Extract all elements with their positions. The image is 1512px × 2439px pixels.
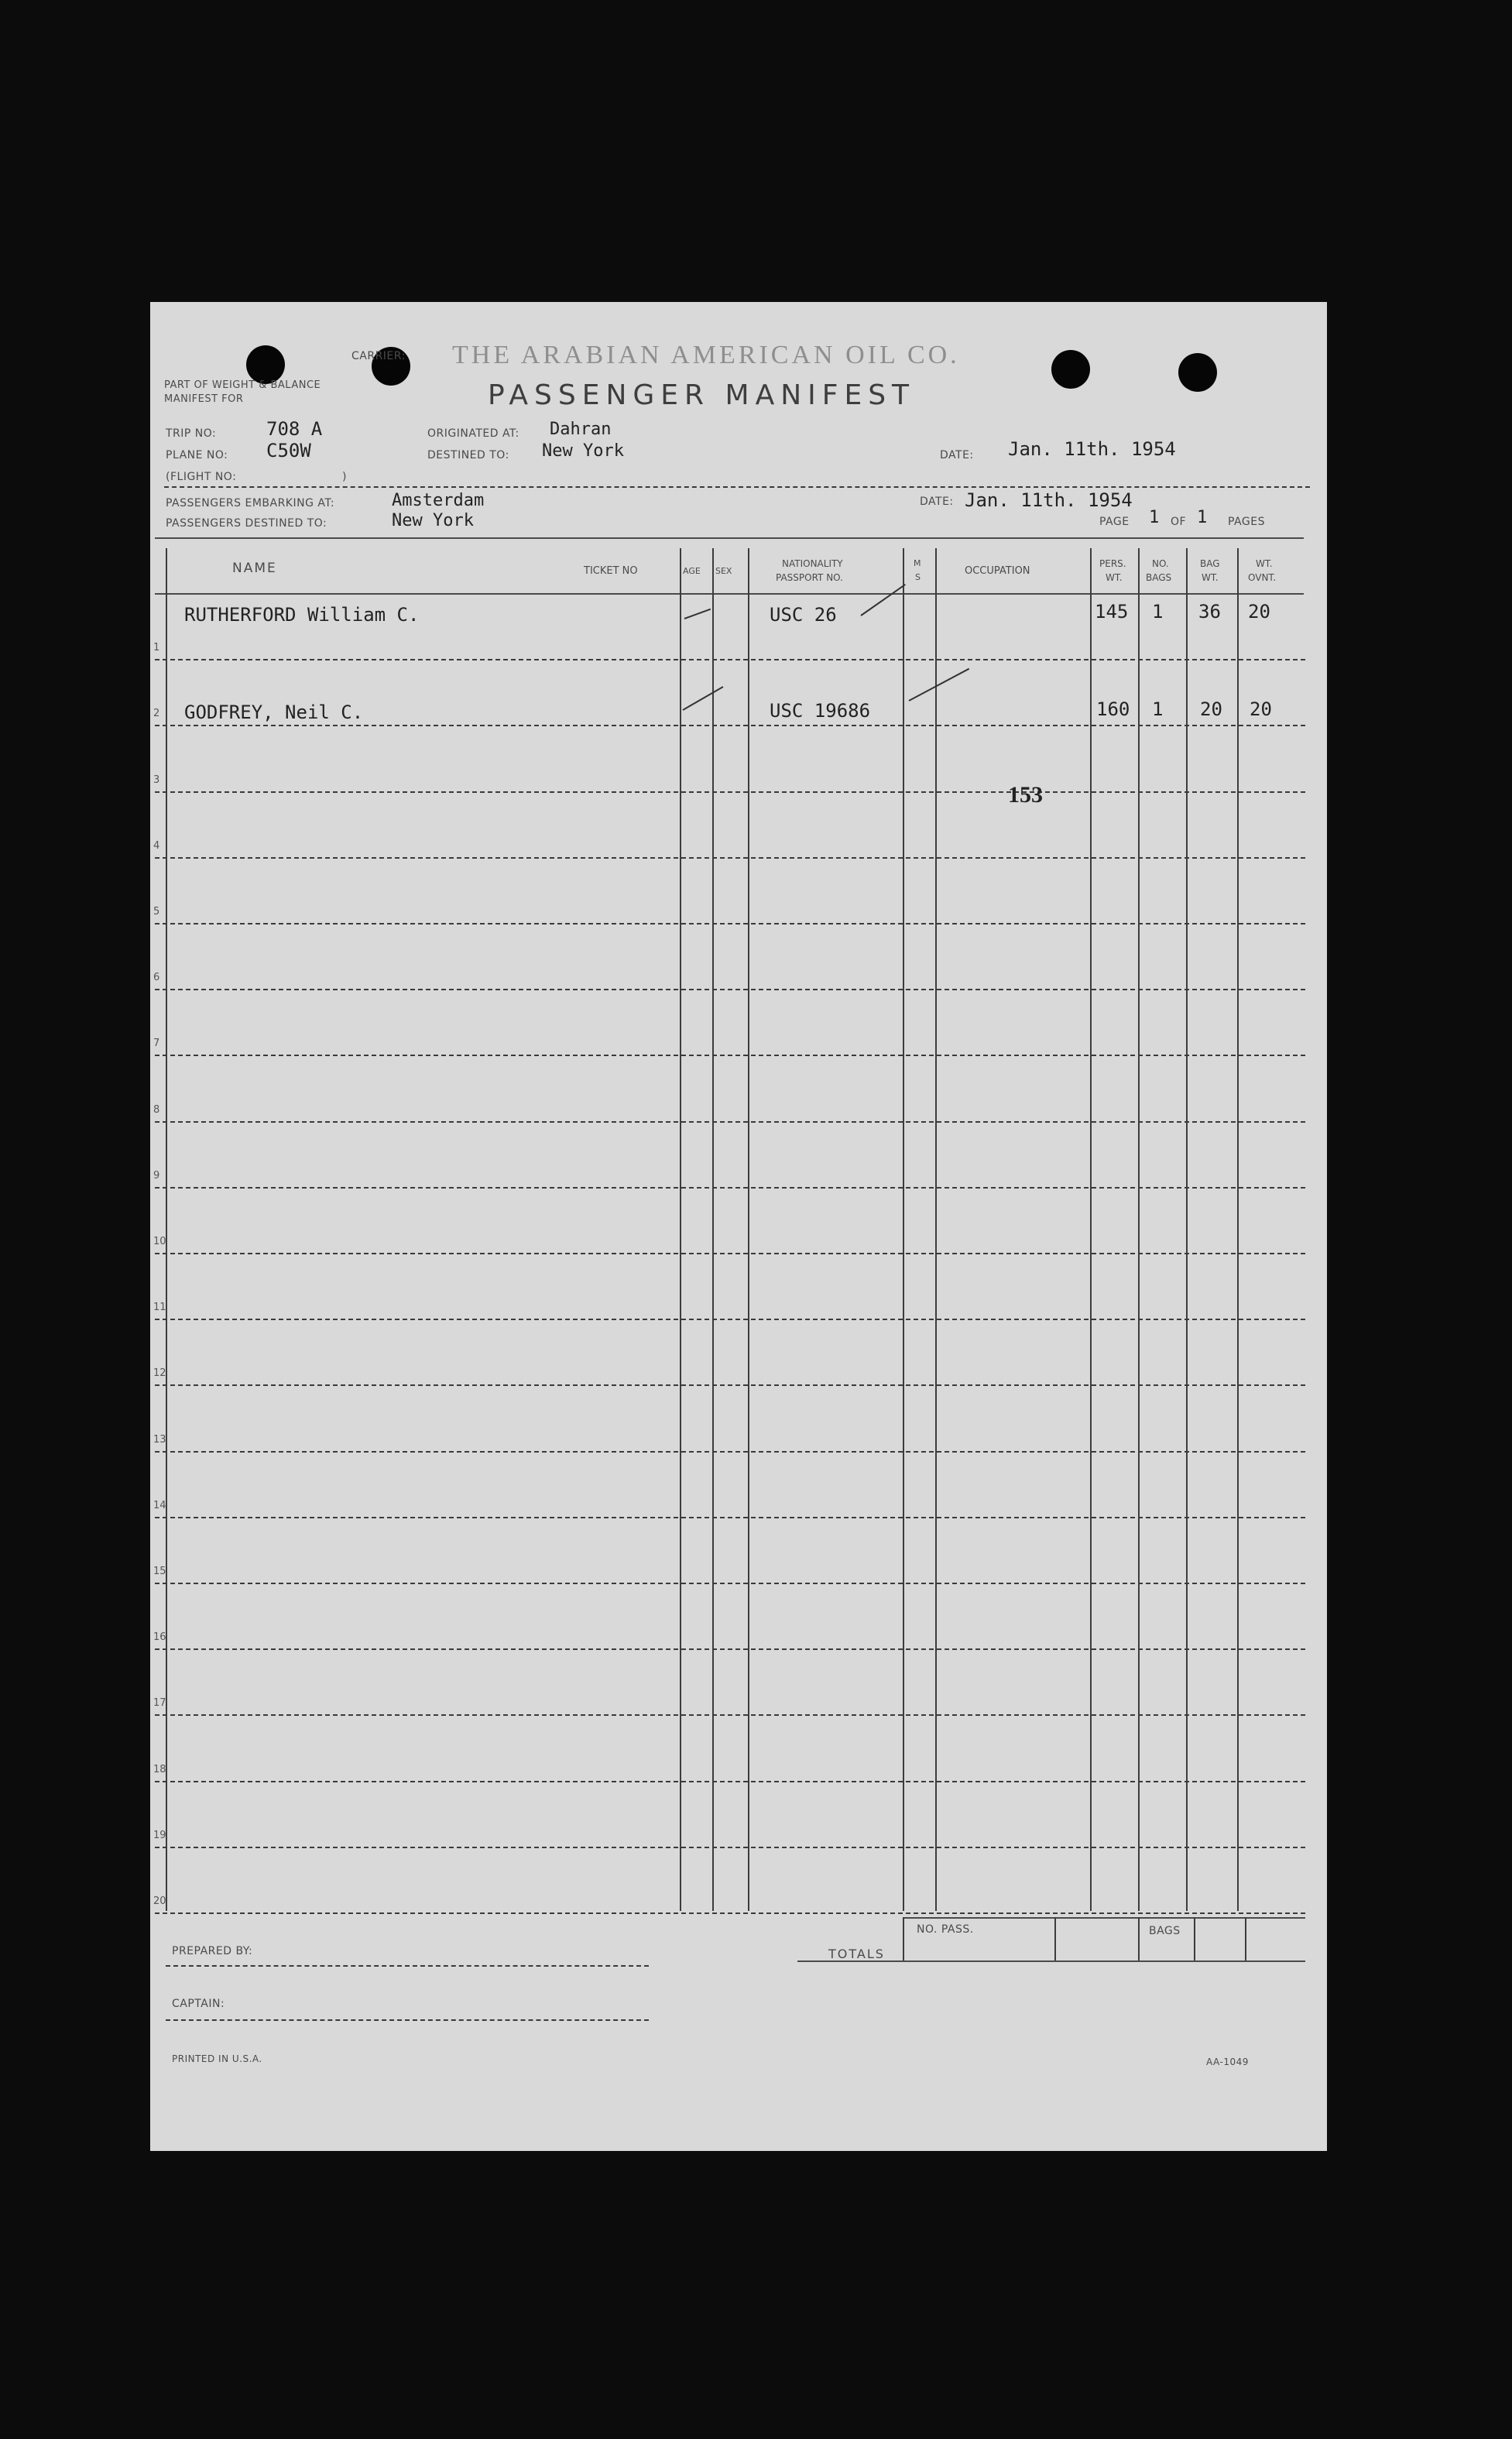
passenger-1-name: RUTHERFORD William C. [184, 604, 420, 626]
destined-value: New York [542, 441, 624, 461]
flight-no-close: ) [342, 471, 347, 483]
passenger-1-wt-ovnt: 20 [1248, 601, 1270, 623]
row-number: 4 [153, 840, 160, 852]
col-age: AGE [683, 566, 701, 576]
date2-value: Jan. 11th. 1954 [965, 489, 1133, 511]
row-number: 16 [153, 1631, 166, 1643]
row-number: 1 [153, 642, 160, 653]
check-mark [684, 609, 711, 619]
punch-hole [1051, 350, 1090, 389]
row-rule [155, 1847, 1305, 1848]
col-rule [903, 548, 904, 1911]
stamp-number: 153 [1008, 782, 1043, 808]
row-number: 15 [153, 1566, 166, 1577]
row-rule [155, 725, 1305, 726]
col-pers-wt-2: WT. [1106, 572, 1123, 583]
passenger-2-pers-wt: 160 [1096, 698, 1130, 720]
pages-label: PAGES [1228, 516, 1265, 528]
flight-no-label: (FLIGHT NO: [166, 471, 237, 483]
row-number: 2 [153, 708, 160, 719]
part-of-label-2: MANIFEST FOR [164, 393, 244, 405]
col-marital-2: S [915, 572, 921, 582]
row-rule [155, 1055, 1305, 1056]
of-label: OF [1171, 516, 1187, 528]
col-rule [712, 548, 714, 1911]
originated-label: ORIGINATED AT: [427, 427, 519, 440]
row-number: 10 [153, 1236, 166, 1247]
col-rule [1090, 548, 1092, 1911]
row-number: 6 [153, 972, 160, 983]
passenger-1-bags: 1 [1152, 601, 1164, 623]
row-number: 20 [153, 1895, 166, 1907]
passenger-1-passport: USC 26 [770, 604, 837, 626]
col-name: NAME [232, 561, 277, 576]
form-code: AA-1049 [1206, 2057, 1249, 2067]
row-rule [155, 857, 1305, 859]
page-number: 1 [1149, 508, 1160, 527]
carrier-label: CARRIER: [351, 350, 406, 362]
destined-label: DESTINED TO: [427, 449, 509, 461]
col-bag-wt-2: WT. [1202, 572, 1219, 583]
totals-label: TOTALS [828, 1947, 885, 1961]
row-rule [155, 1384, 1305, 1386]
col-rule [1138, 548, 1140, 1911]
row-rule [155, 1648, 1305, 1650]
originated-value: Dahran [550, 420, 612, 439]
passengers-destined-value: New York [392, 511, 474, 530]
col-bag-wt: BAG [1200, 558, 1220, 569]
passenger-2-wt-ovnt: 20 [1250, 698, 1272, 720]
totals-rule [1138, 1917, 1140, 1960]
totals-rule [1194, 1917, 1195, 1960]
passenger-2-passport: USC 19686 [770, 700, 871, 722]
col-rule [680, 548, 681, 1911]
carrier-name: THE ARABIAN AMERICAN OIL CO. [452, 341, 960, 369]
row-rule [155, 1583, 1305, 1584]
row-number: 8 [153, 1104, 160, 1116]
printed-label: PRINTED IN U.S.A. [172, 2053, 262, 2064]
col-passport: PASSPORT NO. [776, 572, 843, 583]
row-rule [155, 1714, 1305, 1716]
page-label: PAGE [1099, 516, 1130, 528]
check-mark [683, 686, 724, 711]
col-no-bags-2: BAGS [1146, 572, 1172, 583]
row-number: 11 [153, 1302, 166, 1313]
row-rule [155, 923, 1305, 924]
check-mark [909, 668, 970, 702]
row-rule [155, 1451, 1305, 1453]
embarking-label: PASSENGERS EMBARKING AT: [166, 497, 335, 509]
col-sex: SEX [715, 566, 732, 576]
prepared-by-label: PREPARED BY: [172, 1945, 253, 1957]
row-number: 9 [153, 1170, 160, 1182]
row-number: 19 [153, 1830, 166, 1841]
row-rule [155, 1912, 1305, 1914]
passenger-2-bag-wt: 20 [1200, 698, 1222, 720]
totals-rule [1054, 1917, 1056, 1960]
col-rule [1186, 548, 1188, 1911]
row-number: 14 [153, 1500, 166, 1511]
col-rule [1237, 548, 1239, 1911]
plane-no-value: C50W [266, 440, 311, 461]
row-rule [155, 1253, 1305, 1254]
totals-bags-label: BAGS [1149, 1925, 1181, 1937]
form-title: PASSENGER MANIFEST [488, 379, 916, 411]
passenger-2-bags: 1 [1152, 698, 1164, 720]
check-mark [860, 584, 905, 616]
punch-hole [246, 345, 285, 384]
col-pers-wt: PERS. [1099, 558, 1126, 569]
header-bottom-rule [155, 593, 1304, 595]
col-ticket: TICKET NO [584, 565, 638, 577]
part-of-label: PART OF WEIGHT & BALANCE [164, 379, 321, 391]
col-wt-ovnt: WT. [1256, 558, 1273, 569]
col-nationality: NATIONALITY [782, 558, 843, 569]
row-rule [155, 791, 1305, 793]
row-number: 3 [153, 774, 160, 786]
row-rule [155, 1121, 1305, 1123]
col-occupation: OCCUPATION [965, 565, 1030, 577]
trip-no-label: TRIP NO: [166, 427, 217, 440]
captain-label: CAPTAIN: [172, 1998, 225, 2010]
manifest-sheet [150, 302, 1327, 2151]
row-rule [155, 1781, 1305, 1782]
passengers-destined-label: PASSENGERS DESTINED TO: [166, 517, 327, 530]
totals-rule [903, 1917, 904, 1960]
col-no-bags: NO. [1152, 558, 1169, 569]
col-wt-ovnt-2: OVNT. [1248, 572, 1277, 583]
page-total: 1 [1197, 508, 1208, 527]
embarking-value: Amsterdam [392, 491, 485, 510]
row-number: 5 [153, 906, 160, 918]
trip-no-value: 708 A [266, 418, 323, 440]
date2-label: DATE: [920, 496, 954, 508]
row-rule [155, 659, 1305, 660]
plane-no-label: PLANE NO: [166, 449, 228, 461]
row-number: 7 [153, 1038, 160, 1049]
row-number: 13 [153, 1434, 166, 1446]
row-rule [155, 1319, 1305, 1320]
divider [164, 486, 1310, 488]
totals-rule-bottom [797, 1960, 1305, 1962]
passenger-1-bag-wt: 36 [1198, 601, 1221, 623]
row-number: 18 [153, 1764, 166, 1775]
captain-line [166, 2019, 649, 2021]
col-rule [935, 548, 937, 1911]
row-rule [155, 1187, 1305, 1189]
punch-hole [1178, 353, 1217, 392]
col-marital: M [914, 558, 921, 568]
date-value: Jan. 11th. 1954 [1008, 438, 1176, 460]
col-rule [748, 548, 749, 1911]
prepared-by-line [166, 1965, 649, 1967]
row-number: 12 [153, 1367, 166, 1379]
totals-rule [1245, 1917, 1246, 1960]
row-rule [155, 1517, 1305, 1518]
date-label: DATE: [940, 449, 974, 461]
row-rule [155, 989, 1305, 990]
table-top-rule [155, 537, 1304, 539]
passenger-1-pers-wt: 145 [1095, 601, 1129, 623]
passenger-2-name: GODFREY, Neil C. [184, 702, 364, 723]
row-number: 17 [153, 1697, 166, 1709]
no-pass-label: NO. PASS. [917, 1923, 974, 1936]
